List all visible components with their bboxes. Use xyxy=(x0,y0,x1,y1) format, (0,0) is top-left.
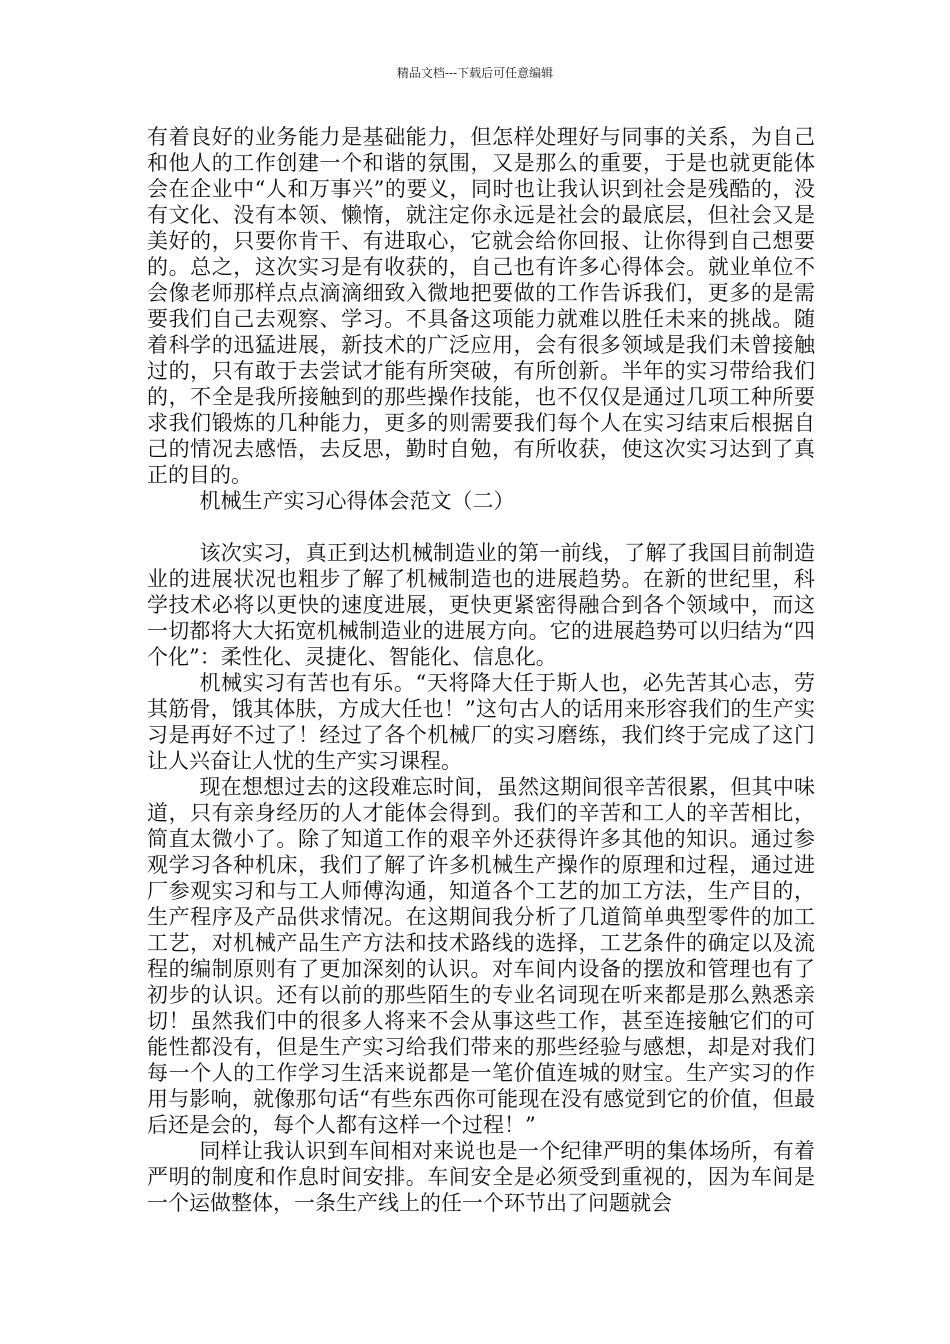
paragraph-continued: 有着良好的业务能力是基础能力，但怎样处理好与同事的关系，为自己和他人的工作创建一个和谐的氛围，又是那么的重要，于是也就更能体会在企业中“人和万事兴”的要义，同时也让我认识到社会是残酷的，没有文化、没有本领、懒惰，就注定你永远是社会的最底层，但社会又是美好的，只要你肯干、有进取心，它就会给你回报、让你得到自己想要的。总之，这次实习是有收获的，自己也有许多心得体会。就业单位不会像老师那样点点滴滴细致入微地把要做的工作告诉我们，更多的是需要我们自己去观察、学习。不具备这项能力就难以胜任未来的挑战。随着科学的迅猛进展，新技术的广泛应用，会有很多领域是我们未曾接触过的，只有敢于去尝试才能有所突破，有所创新。半年的实习带给我们的，不全是我所接触到的那些操作技能，也不仅仅是通过几项工种所要求我们锻炼的几种能力，更多的则需要我们每个人在实习结束后根据自己的情况去感悟，去反思，勤时自勉，有所收获，使这次实习达到了真正的目的。 xyxy=(147,125,815,487)
page-header: 精品文档---下载后可任意编辑 xyxy=(396,66,554,80)
paragraph: 机械实习有苦也有乐。“天将降大任于斯人也，必先苦其心志，劳其筋骨，饿其体肤，方成大任也！”这句古人的话用来形容我们的生产实习是再好不过了！经过了各个机械厂的实习磨练，我们终于完成了这门让人兴奋让人忧的生产实习课程。 xyxy=(147,671,815,773)
paragraph: 该次实习，真正到达机械制造业的第一前线，了解了我国目前制造业的进展状况也粗步了解了机械制造也的进展趋势。在新的世纪里，科学技术必将以更快的速度进展，更快更紧密得融合到各个领域中，而这一切都将大大拓宽机械制造业的进展方向。它的进展趋势可以归结为“四个化”：柔性化、灵捷化、智能化、信息化。 xyxy=(147,541,815,669)
section-title: 机械生产实习心得体会范文（二） xyxy=(199,489,515,513)
paragraph: 同样让我认识到车间相对来说也是一个纪律严明的集体场所，有着严明的制度和作息时间安排。车间安全是必须受到重视的，因为车间是一个运做整体，一条生产线上的任一个环节出了问题就会 xyxy=(147,1139,815,1215)
paragraph: 现在想想过去的这段难忘时间，虽然这期间很辛苦很累，但其中味道，只有亲身经历的人才能体会得到。我们的辛苦和工人的辛苦相比，简直太微小了。除了知道工作的艰辛外还获得许多其他的知识。通过参观学习各种机床，我们了解了许多机械生产操作的原理和过程，通过进厂参观实习和与工人师傅沟通，知道各个工艺的加工方法，生产目的，生产程序及产品供求情况。在这期间我分析了几道简单典型零件的加工工艺，对机械产品生产方法和技术路线的选择，工艺条件的确定以及流程的编制原则有了更加深刻的认识。对车间内设备的摆放和管理也有了初步的认识。还有以前的那些陌生的专业名词现在听来都是那么熟悉亲切！虽然我们中的很多人将来不会从事这些工作，甚至连接触它们的可能性都没有，但是生产实习给我们带来的那些经验与感想，却是对我们每一个人的工作学习生活来说都是一笔价值连城的财宝。生产实习的作用与影响，就像那句话“有些东西你可能现在没有感觉到它的价值，但最后还是会的，每个人都有这样一个过程！” xyxy=(147,775,815,1137)
document-body xyxy=(147,124,815,1216)
